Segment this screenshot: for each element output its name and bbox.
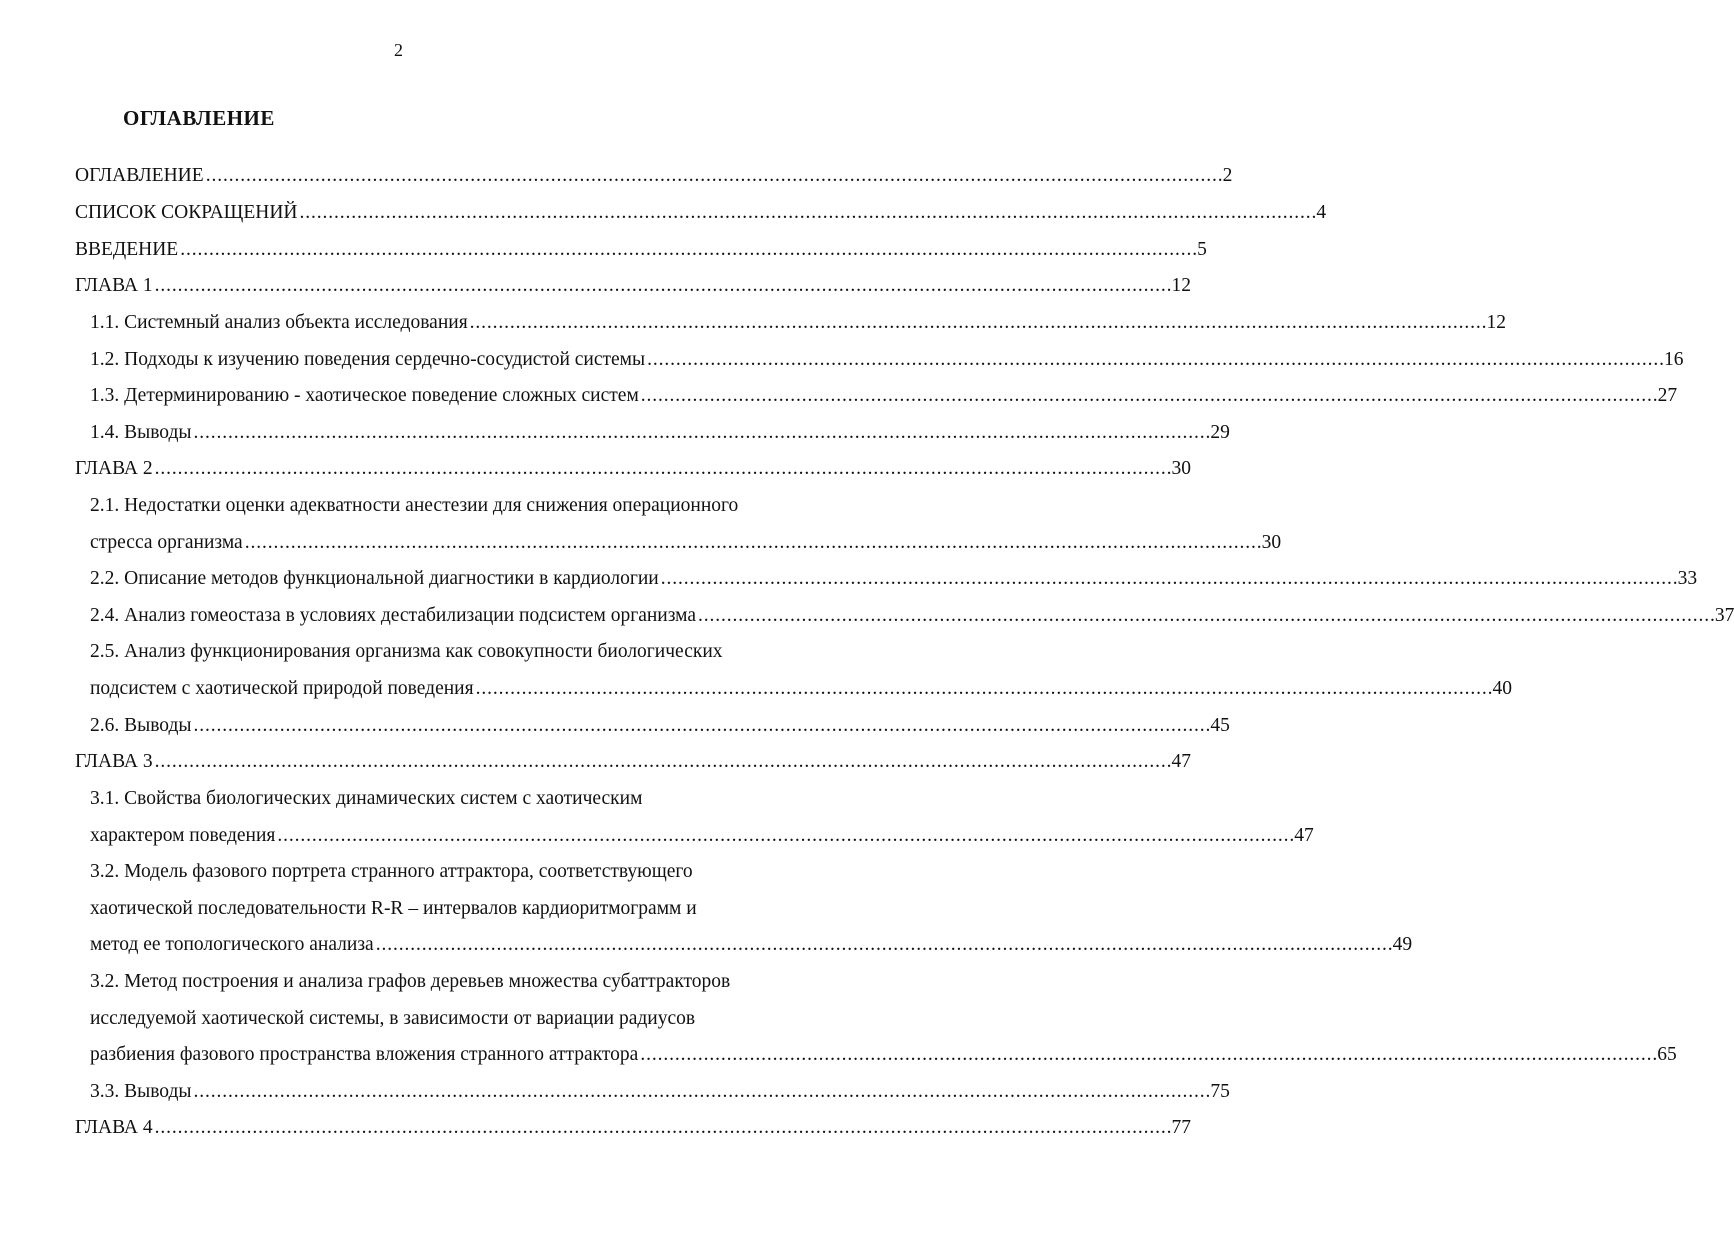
toc-entry-title: стресса организма	[90, 532, 243, 553]
toc-entry[interactable]	[90, 305, 1507, 341]
toc-entry-title: 3.3. Выводы	[90, 1081, 192, 1102]
toc-entry-page: 4	[1316, 202, 1327, 223]
toc-entry-title: ВВЕДЕНИЕ	[75, 239, 179, 260]
toc-entry-page: 30	[1261, 532, 1282, 553]
toc-entry-page: 47	[1294, 825, 1314, 846]
toc-entry-first-line[interactable]: 2.1. Недостатки оценки адекватности анестезии для снижения операционного	[90, 495, 739, 516]
toc-entry-first-line[interactable]: 3.1. Свойства биологических динамических систем с хаотическим	[90, 788, 643, 809]
toc-entry[interactable]	[75, 232, 1207, 268]
toc-leader-dots	[647, 342, 1662, 378]
toc-entry-page: 30	[1171, 458, 1191, 479]
toc-leader-dots	[661, 561, 1676, 597]
toc-entry[interactable]	[90, 927, 1413, 963]
toc-leader-dots	[245, 525, 1260, 561]
toc-entry[interactable]	[90, 342, 1684, 378]
toc-entry-page: 5	[1197, 239, 1207, 260]
toc-entry-page: 33	[1677, 568, 1698, 589]
toc-entry[interactable]	[75, 195, 1327, 231]
toc-entry-title: разбиения фазового пространства вложения странного аттрактора	[90, 1044, 639, 1065]
toc-entry[interactable]	[90, 561, 1698, 597]
toc-entry-page: 49	[1392, 934, 1413, 955]
toc-entry[interactable]	[90, 1074, 1230, 1110]
toc-entry-page: 77	[1171, 1117, 1191, 1138]
toc-leader-dots	[470, 305, 1485, 341]
toc-entry-page: 16	[1664, 349, 1684, 370]
toc-entry-page: 2	[1222, 165, 1233, 186]
toc-entry-second-line[interactable]: хаотической последовательности R-R – интервалов кардиоритмограмм и	[90, 898, 697, 919]
toc-leader-dots	[698, 598, 1713, 634]
toc-entry[interactable]	[90, 525, 1282, 561]
toc-leader-dots	[194, 708, 1209, 744]
toc-entry-title: 1.2. Подходы к изучению поведения сердечно-сосудистой системы	[90, 349, 646, 370]
toc-leader-dots	[300, 195, 1315, 231]
toc-entry-page: 12	[1486, 312, 1507, 333]
toc-entry[interactable]	[75, 744, 1191, 780]
toc-entry[interactable]	[90, 818, 1314, 854]
toc-entry-title: 2.2. Описание методов функциональной диагностики в кардиологии	[90, 568, 659, 589]
toc-leader-dots	[376, 927, 1391, 963]
toc-entry-first-line[interactable]: 2.5. Анализ функционирования организма как совокупности биологических	[90, 641, 723, 662]
toc-entry-page: 37	[1714, 605, 1734, 626]
page-number: 2	[394, 40, 403, 60]
toc-entry-first-line[interactable]: 3.2. Модель фазового портрета странного аттрактора, соответствующего	[90, 861, 693, 882]
toc-entry-first-line[interactable]: 3.2. Метод построения и анализа графов деревьев множества субаттракторов	[90, 971, 731, 992]
toc-entry-title: 1.4. Выводы	[90, 422, 192, 443]
toc-entry[interactable]	[75, 1110, 1191, 1146]
toc-entry-page: 29	[1210, 422, 1230, 443]
toc-leader-dots	[640, 1037, 1655, 1073]
toc-entry-title: 2.4. Анализ гомеостаза в условиях дестабилизации подсистем организма	[90, 605, 697, 626]
toc-heading: ОГЛАВЛЕНИЕ	[123, 106, 275, 130]
toc-entry[interactable]	[90, 378, 1678, 414]
toc-entry-page: 75	[1210, 1081, 1230, 1102]
toc-entry-title: 1.3. Детерминированию - хаотическое поведение сложных систем	[90, 385, 639, 406]
toc-entry[interactable]	[75, 158, 1233, 194]
toc-entry-title: 1.1. Системный анализ объекта исследования	[90, 312, 468, 333]
toc-entry-title: характером поведения	[90, 825, 276, 846]
toc-entry[interactable]	[90, 708, 1230, 744]
toc-leader-dots	[194, 1074, 1209, 1110]
toc-leader-dots	[194, 415, 1209, 451]
toc-entry-title: ГЛАВА 3	[75, 751, 153, 772]
toc-entry[interactable]	[90, 1037, 1677, 1073]
toc-entry-title: подсистем с хаотической природой поведения	[90, 678, 474, 699]
toc-entry[interactable]	[75, 451, 1191, 487]
toc-entry-title: ГЛАВА 1	[75, 275, 153, 296]
toc-entry-title: ОГЛАВЛЕНИЕ	[75, 165, 204, 186]
toc-leader-dots	[206, 158, 1221, 194]
toc-entry-second-line[interactable]: исследуемой хаотической системы, в зависимости от вариации радиусов	[90, 1008, 696, 1029]
toc-entry[interactable]	[90, 598, 1734, 634]
toc-entry-page: 27	[1657, 385, 1678, 406]
toc-leader-dots	[155, 1110, 1170, 1146]
toc-leader-dots	[155, 744, 1170, 780]
toc-entry-title: ГЛАВА 2	[75, 458, 153, 479]
toc-leader-dots	[476, 671, 1491, 707]
toc-entry-page: 40	[1492, 678, 1512, 699]
toc-leader-dots	[155, 451, 1170, 487]
toc-entry-page: 12	[1171, 275, 1191, 296]
toc-leader-dots	[155, 268, 1170, 304]
toc-entry[interactable]	[75, 268, 1191, 304]
toc-entry-page: 65	[1657, 1044, 1677, 1065]
toc-entry-title: метод ее топологического анализа	[90, 934, 374, 955]
toc-entry-title: СПИСОК СОКРАЩЕНИЙ	[75, 202, 298, 223]
toc-entry-page: 45	[1210, 715, 1230, 736]
toc-entry-title: 2.6. Выводы	[90, 715, 192, 736]
toc-entry[interactable]	[90, 415, 1230, 451]
toc-entry-title: ГЛАВА 4	[75, 1117, 153, 1138]
toc-leader-dots	[641, 378, 1656, 414]
toc-leader-dots	[180, 232, 1195, 268]
toc-entry-page: 47	[1171, 751, 1191, 772]
toc-leader-dots	[277, 818, 1292, 854]
toc-entry[interactable]	[90, 671, 1512, 707]
